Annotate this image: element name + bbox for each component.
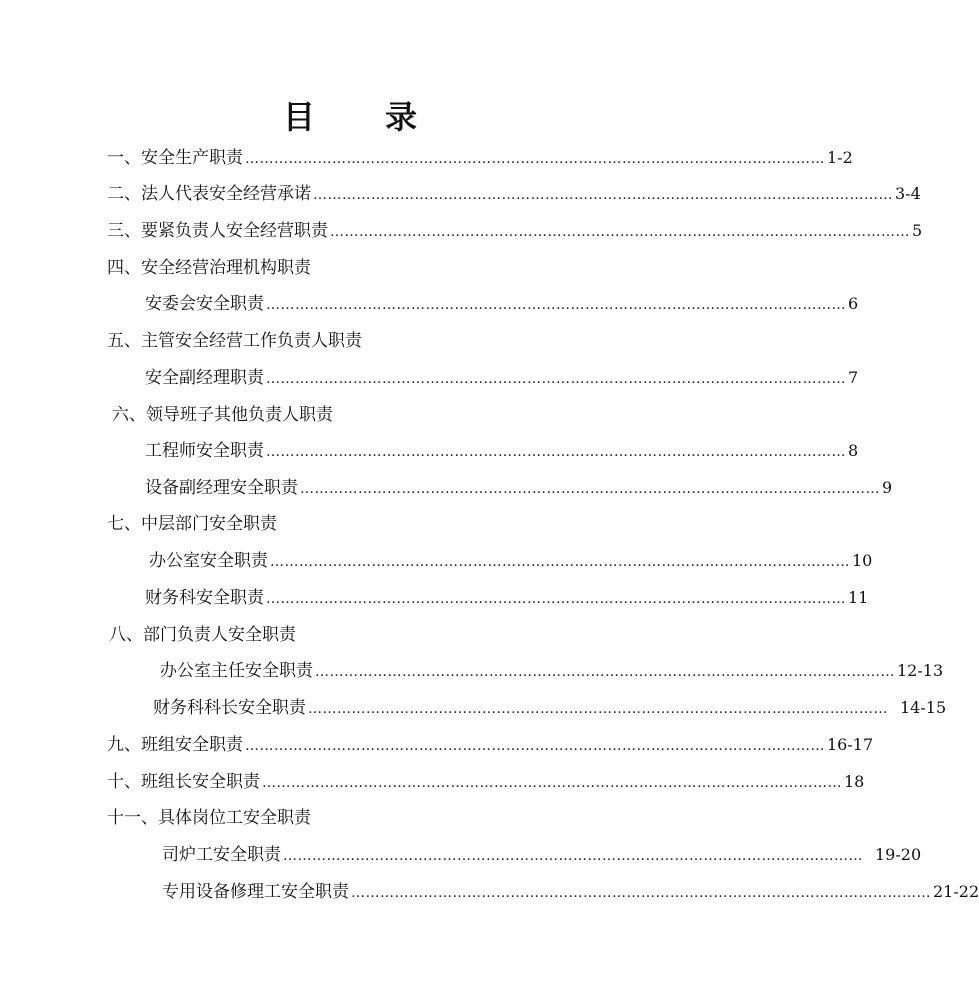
dot-leader: ………………………………………………………………………………………………………… [315,664,895,680]
toc-entry-label: 办公室安全职责 [149,551,268,571]
dot-leader: ………………………………………………………………………………………………………… [283,848,863,864]
toc-entry-label: 二、法人代表安全经营承诺 [107,184,311,204]
toc-entry-page: 12-13 [897,661,944,680]
toc-entry [107,733,874,757]
title-char-1: 目 [282,98,315,136]
dot-leader: ………………………………………………………………………………………………………… [266,297,846,313]
toc-entry-page: 14-15 [900,698,947,717]
toc-entry-label: 司炉工安全职责 [162,845,281,865]
dot-leader: ………………………………………………………………………………………………………… [262,775,842,791]
toc-entry-label: 八、部门负责人安全职责 [109,625,296,645]
toc-entry [145,439,859,463]
toc-entry-page: 11 [848,588,869,607]
toc-entry-page: 10 [852,551,873,570]
dot-leader: ………………………………………………………………………………………………………… [266,444,846,460]
title-char-2: 录 [385,98,418,136]
toc-entry [160,659,944,683]
toc-entry [149,549,873,573]
toc-section-heading [107,256,311,280]
toc-entry-page: 5 [912,221,923,240]
toc-entry [162,880,979,904]
page-title [0,92,700,138]
toc-entry [107,219,923,243]
toc-entry-page: 16-17 [827,735,874,754]
toc-entry [107,182,921,206]
toc-entry-label: 三、要紧负责人安全经营职责 [107,221,328,241]
toc-entry [145,586,869,610]
toc-entry-label: 一、安全生产职责 [107,148,243,168]
toc-entry-page: 8 [848,441,859,460]
toc-entry-label: 财务科安全职责 [145,588,264,608]
toc-entry-page: 1-2 [827,148,853,167]
toc-entry-label: 十一、具体岗位工安全职责 [107,808,311,828]
toc-entry-page: 9 [882,478,893,497]
toc-entry [107,770,865,794]
dot-leader: ………………………………………………………………………………………………………… [245,738,825,754]
toc-section-heading [107,512,277,536]
toc-entry-label: 财务科科长安全职责 [153,698,306,718]
dot-leader: ………………………………………………………………………………………………………… [308,701,888,717]
dot-leader: ………………………………………………………………………………………………………… [245,151,825,167]
toc-entry-page: 21-22 [933,882,979,901]
dot-leader: ………………………………………………………………………………………………………… [266,591,846,607]
toc-entry-label: 工程师安全职责 [145,441,264,461]
toc-entry-page: 7 [848,368,859,387]
toc-entry-label: 安委会安全职责 [145,294,264,314]
dot-leader: ………………………………………………………………………………………………………… [266,371,846,387]
dot-leader: ………………………………………………………………………………………………………… [300,481,880,497]
toc-entry-label: 六、领导班子其他负责人职责 [112,405,333,425]
toc-entry [107,146,853,170]
toc-entry-label: 五、主管安全经营工作负责人职责 [107,331,362,351]
toc-section-heading [112,403,333,427]
toc-entry-page: 18 [844,772,865,791]
toc-entry [145,292,859,316]
dot-leader: ………………………………………………………………………………………………………… [330,224,910,240]
toc-entry-label: 四、安全经营治理机构职责 [107,258,311,278]
toc-entry-label: 专用设备修理工安全职责 [162,882,349,902]
dot-leader: ………………………………………………………………………………………………………… [351,885,931,901]
toc-entry [145,366,859,390]
toc-section-heading [107,806,311,830]
toc-entry-label: 安全副经理职责 [145,368,264,388]
toc-entry-label: 设备副经理安全职责 [145,478,298,498]
toc-entry-label: 七、中层部门安全职责 [107,514,277,534]
toc-section-heading [109,623,296,647]
dot-leader: ………………………………………………………………………………………………………… [270,554,850,570]
toc-entry-label: 九、班组安全职责 [107,735,243,755]
toc-entry-page: 6 [848,294,859,313]
dot-leader: ………………………………………………………………………………………………………… [313,187,893,203]
toc-section-heading [107,329,362,353]
toc-entry [153,696,947,720]
toc-entry-label: 十、班组长安全职责 [107,772,260,792]
toc-entry [162,843,922,867]
toc-entry-page: 19-20 [875,845,922,864]
toc-entry [145,476,893,500]
toc-entry-page: 3-4 [895,184,921,203]
toc-entry-label: 办公室主任安全职责 [160,661,313,681]
